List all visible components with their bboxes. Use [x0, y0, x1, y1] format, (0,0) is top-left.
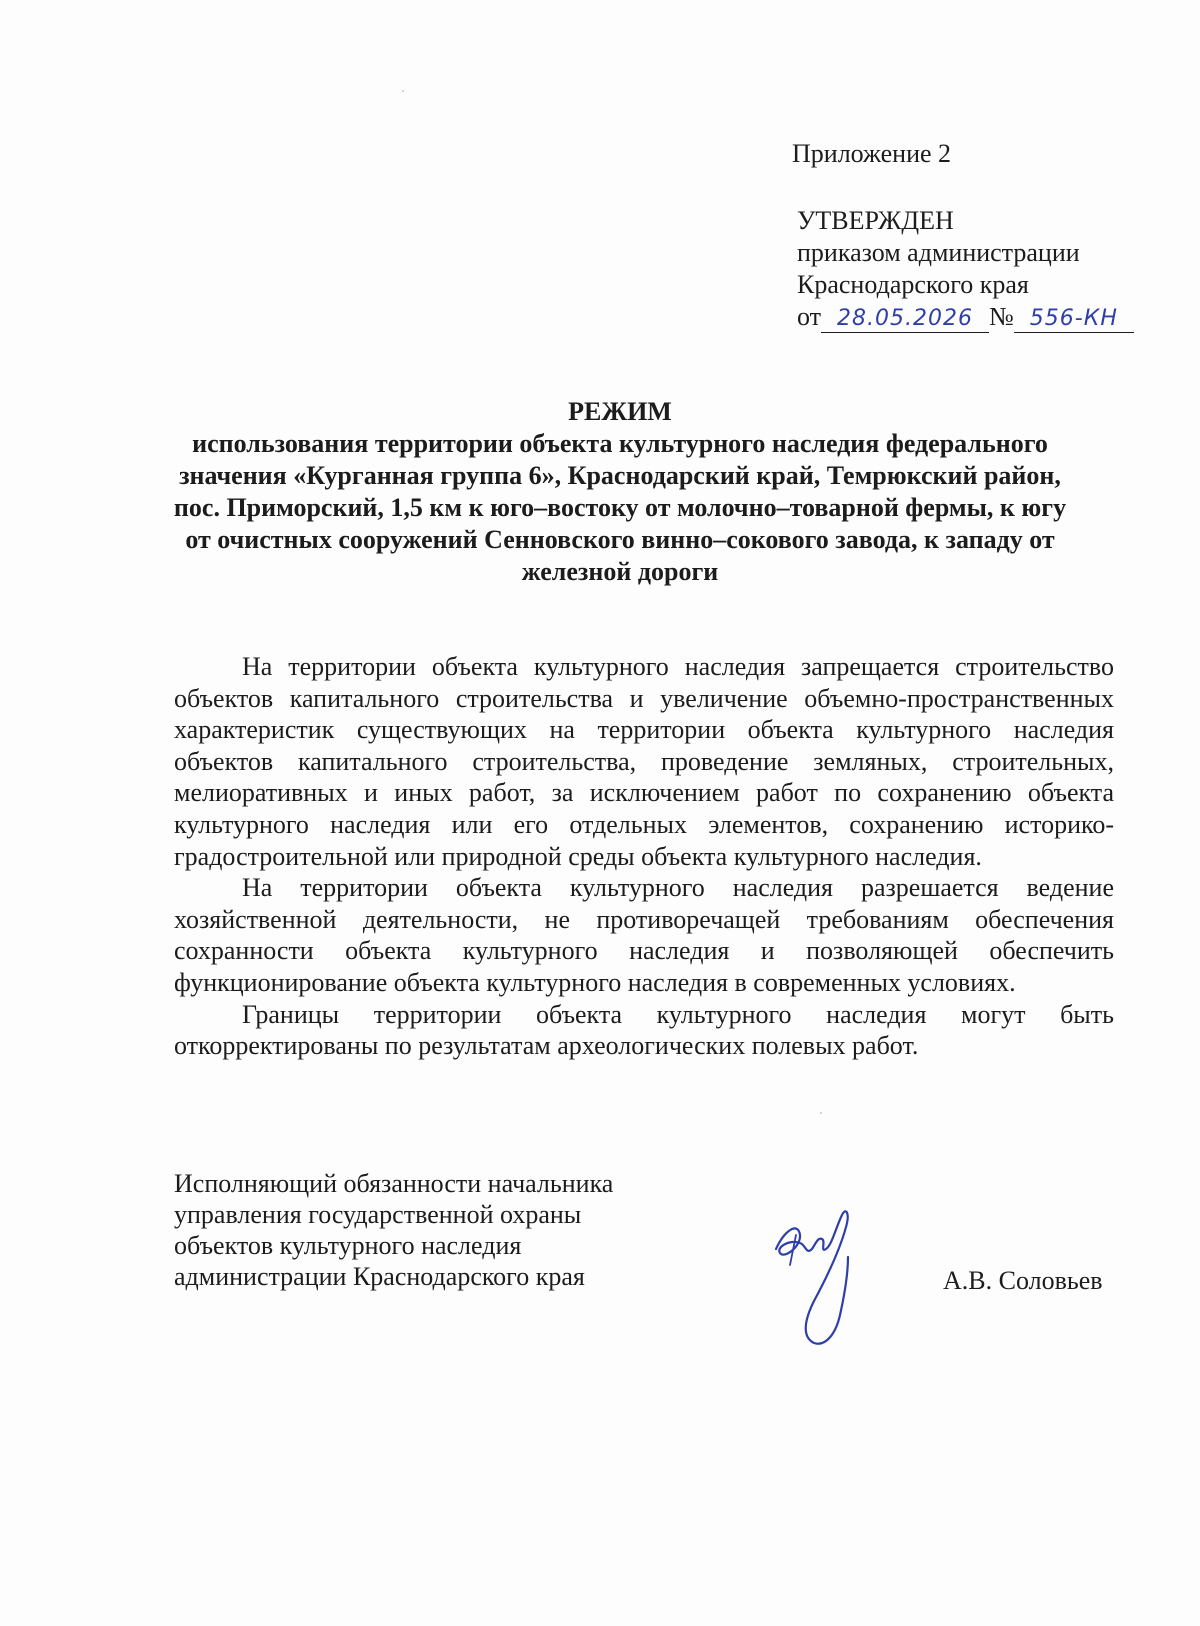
- position-line: объектов культурного наследия: [174, 1231, 522, 1260]
- handwritten-signature: [770, 1205, 870, 1355]
- scan-speck: [402, 90, 404, 92]
- approval-stamp-block: [797, 205, 1134, 333]
- approval-order-line-1: приказом администрации: [797, 238, 1080, 267]
- document-title: РЕЖИМ: [568, 397, 672, 426]
- scan-speck: [820, 1112, 822, 1114]
- signatory-name: А.В. Соловьев: [943, 1266, 1103, 1295]
- handwritten-date: 28.05.2026: [821, 306, 989, 333]
- number-prefix: №: [989, 302, 1014, 331]
- appendix-label: Приложение 2: [792, 139, 952, 168]
- document-subtitle: использования территории объекта культурного наследия федерального значения «Курганная группа 6», Краснодарский край, Темрюкский район, пос. Приморский, 1,5 км к юго–востоку от молочно–товарной фермы, к югу от очистных сооружений Сенновского винно–сокового завода, к западу от железной дороги: [173, 429, 1067, 586]
- approval-status: УТВЕРЖДЕН: [797, 206, 954, 235]
- paragraph-permissions: На территории объекта культурного наследия разрешается ведение хозяйственной деятельности, не противоречащей требованиям обеспечения сохранности объекта культурного наследия и позволяющей обеспечить функционирование объекта культурного наследия в современных условиях.: [174, 873, 1114, 997]
- paragraph-prohibitions: На территории объекта культурного наследия запрещается строительство объектов капитального строительства и увеличение объемно-пространственных характеристик существующих на территории объекта культурного наследия объектов капитального строительства, проведение земляных, строительных, мелиоративных и иных работ, за исключением работ по сохранению объекта культурного наследия или его отдельных элементов, сохранению историко-градостроительной или природной среды объекта культурного наследия.: [174, 652, 1114, 871]
- document-body: [174, 651, 1114, 1062]
- position-line: управления государственной охраны: [174, 1200, 582, 1229]
- handwritten-number: 556-КН: [1014, 306, 1134, 333]
- document-heading: [160, 396, 1080, 588]
- paragraph-boundaries: Границы территории объекта культурного наследия могут быть откорректированы по результатам археологических полевых работ.: [174, 999, 1114, 1061]
- approval-order-line-2: Краснодарского края: [797, 270, 1029, 299]
- signatory-position: [174, 1168, 613, 1292]
- date-prefix: от: [797, 302, 822, 331]
- position-line: администрации Краснодарского края: [174, 1262, 585, 1291]
- approval-date-number-line: [797, 301, 1134, 333]
- position-line: Исполняющий обязанности начальника: [174, 1169, 614, 1198]
